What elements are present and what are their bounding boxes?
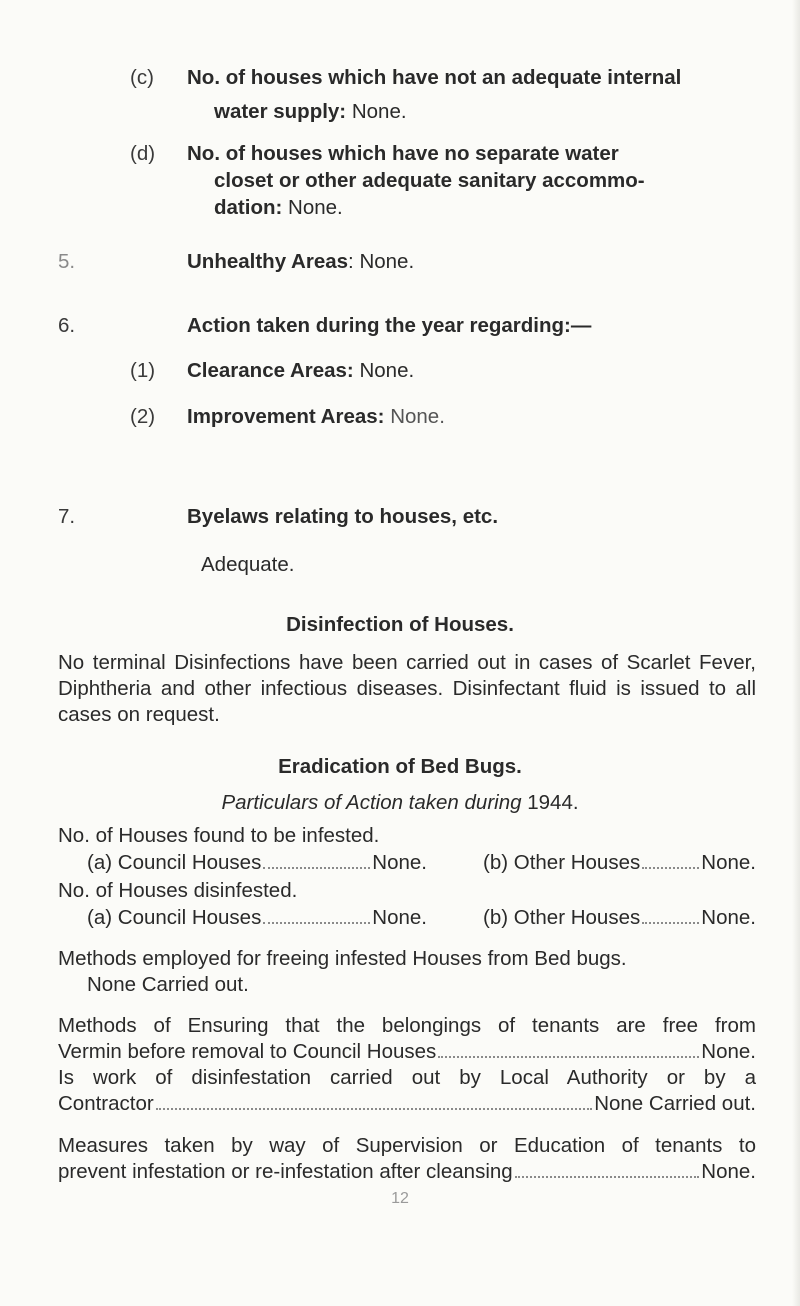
infested-council-marker: (a)	[87, 851, 113, 874]
section-6-sub1-marker: (1)	[130, 359, 156, 382]
item-d-line3	[214, 194, 343, 222]
disinfested-council-row	[87, 905, 427, 931]
infested-other-value: None.	[701, 851, 756, 874]
work-value: None Carried out.	[594, 1092, 756, 1115]
disinfested-other-row	[483, 905, 756, 931]
infested-label: No. of Houses found to be infested.	[58, 824, 380, 847]
section-7-value: Adequate.	[201, 553, 295, 576]
disinfection-text: No terminal Disinfections have been carried out in cases of Scarlet Fever, Diphtheria and other infectious diseases. Disinfectant fluid is issued to all cases on request.	[58, 651, 756, 726]
page-edge-shadow	[792, 0, 800, 1306]
item-d-title-line1: No. of houses which have no separate water	[187, 142, 619, 165]
section-6-sub1-line	[187, 357, 414, 385]
page-number: 12	[391, 1190, 409, 1207]
section-6-sub2-title: Improvement Areas:	[187, 405, 385, 428]
leader-dots	[438, 1039, 699, 1058]
item-d-title-line3: dation:	[214, 196, 283, 219]
section-6-title: Action taken during the year regarding:—	[187, 314, 592, 337]
leader-dots	[263, 850, 370, 869]
methods-value: None Carried out.	[87, 973, 249, 996]
infested-council-row	[87, 850, 427, 876]
infested-council-label: Council Houses	[117, 851, 262, 874]
work-line1: Is work of disinfestation carried out by Local Authority or by a	[58, 1066, 756, 1089]
section-5-marker: 5.	[58, 250, 76, 273]
leader-dots	[515, 1159, 700, 1178]
infested-other-label: Other Houses	[513, 851, 641, 874]
item-d-marker: (d)	[130, 142, 156, 165]
measures-line1: Measures taken by way of Supervision or Education of tenants to	[58, 1134, 756, 1157]
infested-council-value: None.	[372, 851, 427, 874]
item-c-title-line1: No. of houses which have not an adequate internal	[187, 66, 682, 89]
section-5-title: Unhealthy Areas	[187, 250, 349, 273]
section-5-separator: :	[348, 250, 354, 273]
measures-value: None.	[701, 1160, 756, 1183]
section-6-sub1-title: Clearance Areas:	[187, 359, 354, 382]
leader-dots	[642, 905, 699, 924]
bedbugs-year: 1944.	[527, 791, 579, 814]
item-c-value: None.	[351, 100, 407, 123]
section-6-sub2-line	[187, 403, 445, 431]
section-6-sub2-marker: (2)	[130, 405, 156, 428]
item-d-title-line2: closet or other adequate sanitary accommo-	[214, 169, 645, 192]
disinfested-council-marker: (a)	[87, 906, 113, 929]
leader-dots	[642, 850, 699, 869]
section-7-title: Byelaws relating to houses, etc.	[187, 505, 499, 528]
work-row	[58, 1091, 756, 1117]
disinfested-council-value: None.	[372, 906, 427, 929]
belongings-value: None.	[701, 1040, 756, 1063]
disinfested-other-label: Other Houses	[513, 906, 641, 929]
bedbugs-subheading	[0, 789, 800, 817]
disinfested-council-label: Council Houses	[117, 906, 262, 929]
measures-row	[58, 1159, 756, 1185]
section-6-marker: 6.	[58, 314, 76, 337]
work-line2: Contractor	[58, 1092, 154, 1115]
item-c-marker: (c)	[130, 66, 154, 89]
measures-line2: prevent infestation or re-infestation after cleansing	[58, 1160, 513, 1183]
section-6-sub2-value: None.	[390, 405, 445, 428]
methods-label: Methods employed for freeing infested Houses from Bed bugs.	[58, 947, 627, 970]
disinfested-other-value: None.	[701, 906, 756, 929]
item-c-title-line2: water supply:	[214, 100, 347, 123]
item-c-line2	[214, 98, 407, 126]
bedbugs-heading: Eradication of Bed Bugs.	[278, 755, 522, 778]
section-6-sub1-value: None.	[359, 359, 415, 382]
section-5-value: None.	[359, 250, 415, 273]
belongings-line1: Methods of Ensuring that the belongings of tenants are free from	[58, 1014, 756, 1037]
item-d-value: None.	[288, 196, 343, 219]
disinfested-label: No. of Houses disinfested.	[58, 879, 298, 902]
disinfested-other-marker: (b)	[483, 906, 509, 929]
infested-other-marker: (b)	[483, 851, 509, 874]
leader-dots	[156, 1091, 592, 1110]
infested-other-row	[483, 850, 756, 876]
section-5-line	[187, 248, 414, 276]
bedbugs-subheading-text: Particulars of Action taken during	[221, 791, 522, 814]
belongings-row	[58, 1039, 756, 1065]
leader-dots	[263, 905, 370, 924]
belongings-line2: Vermin before removal to Council Houses	[58, 1040, 437, 1063]
section-7-marker: 7.	[58, 505, 76, 528]
disinfection-heading: Disinfection of Houses.	[286, 613, 514, 636]
